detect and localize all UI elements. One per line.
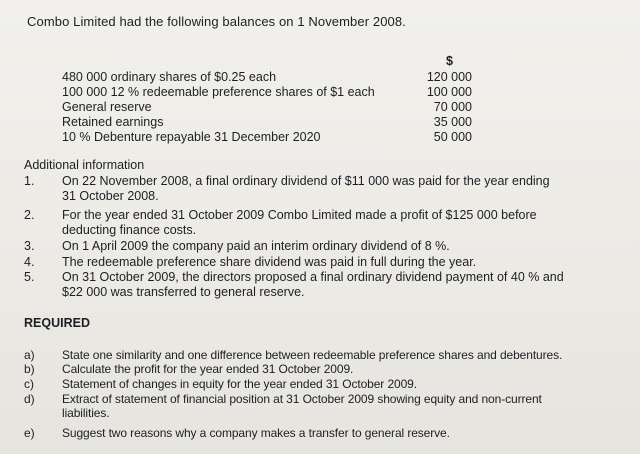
item-number: 3.	[24, 239, 35, 253]
required-heading: REQUIRED	[24, 316, 90, 330]
item-text	[62, 174, 622, 203]
item-letter: a)	[24, 348, 35, 362]
balance-description: General reserve	[62, 100, 152, 114]
item-number: 2.	[24, 208, 35, 222]
item-number: 4.	[24, 255, 35, 269]
balance-amount: 50 000	[433, 130, 472, 144]
balance-amount: 70 000	[433, 100, 472, 114]
balance-description: 480 000 ordinary shares of $0.25 each	[62, 70, 277, 84]
balance-row	[62, 100, 482, 115]
item-text	[62, 392, 622, 420]
item-letter: c)	[24, 377, 34, 391]
intro-text: Combo Limited had the following balances on 1 November 2008.	[27, 14, 406, 29]
item-line: deducting finance costs.	[62, 222, 197, 237]
item-text	[62, 208, 622, 237]
balance-row	[62, 85, 482, 100]
item-line: On 31 October 2009, the directors proposed a final ordinary dividend payment of 40 % and	[62, 270, 564, 284]
item-letter: b)	[24, 362, 35, 376]
item-line: $22 000 was transferred to general reserve.	[62, 284, 305, 299]
item-letter: e)	[24, 426, 35, 440]
item-line: Calculate the profit for the year ended 31 October 2009.	[62, 362, 354, 376]
item-line: 31 October 2008.	[62, 188, 159, 203]
item-line: On 22 November 2008, a final ordinary dividend of $11 000 was paid for the year ending	[62, 174, 550, 188]
balance-description: Retained earnings	[62, 115, 164, 129]
balance-amount: 100 000	[426, 85, 472, 99]
item-letter: d)	[24, 392, 35, 406]
item-text	[62, 270, 622, 299]
item-line: Suggest two reasons why a company makes a transfer to general reserve.	[62, 426, 450, 440]
balance-description: 100 000 12 % redeemable preference shares of $1 each	[62, 85, 375, 99]
currency-header: $	[446, 54, 453, 68]
item-line: State one similarity and one difference between redeemable preference shares and debentures.	[62, 348, 563, 362]
item-line: liabilities.	[62, 406, 110, 420]
balance-row	[62, 70, 482, 85]
balance-row	[62, 130, 482, 145]
item-line: Statement of changes in equity for the year ended 31 October 2009.	[62, 377, 417, 391]
item-line: On 1 April 2009 the company paid an interim ordinary dividend of 8 %.	[62, 239, 450, 253]
item-number: 5.	[24, 270, 35, 284]
item-line: The redeemable preference share dividend was paid in full during the year.	[62, 255, 477, 269]
balance-amount: 120 000	[426, 70, 472, 84]
balance-row	[62, 115, 482, 130]
item-number: 1.	[24, 174, 35, 188]
balance-amount: 35 000	[433, 115, 472, 129]
item-line: Extract of statement of financial position at 31 October 2009 showing equity and non-current	[62, 392, 542, 406]
balance-description: 10 % Debenture repayable 31 December 2020	[62, 130, 321, 144]
additional-information-heading: Additional information	[24, 158, 145, 172]
item-line: For the year ended 31 October 2009 Combo Limited made a profit of $125 000 before	[62, 208, 537, 222]
